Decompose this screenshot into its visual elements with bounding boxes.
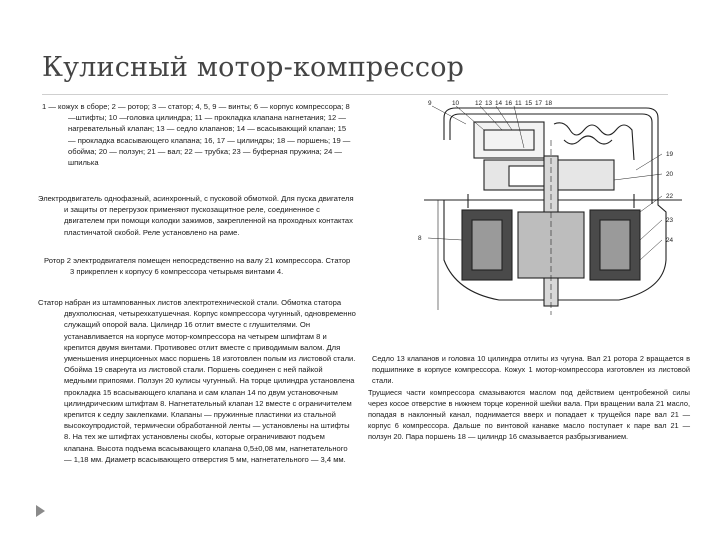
- slide-bullet-icon: [36, 505, 45, 517]
- lubrication-paragraph: Трущиеся части компрессора смазываются маслом под действием центробежной силы через косое отверстие в нижнем торце коренной шейки вала. При вращении вала 21 масло, попадая в наклонный канал, поднимается вверх и попадает к трущейся паре вал 21 — корпус 6 компрессора. Дальше по винтовой канавке масло поступает к паре вал 21 — ползун 20. Пара поршень 18 — цилиндр 16 смазывается разбрызгиванием.: [368, 387, 690, 442]
- callout-top-5: 16: [505, 100, 513, 107]
- title-divider: [42, 94, 668, 95]
- callout-top-9: 18: [545, 100, 553, 107]
- callout-right-1: 20: [666, 171, 674, 178]
- callout-top-6: 11: [515, 100, 522, 107]
- right-text-block: [368, 353, 690, 443]
- rotor-paragraph: Ротор 2 электродвигателя помещен непосредственно на валу 21 компрессора. Статор 3 прикреплен к корпусу 6 компрессора четырьмя винтами 4.: [44, 256, 351, 277]
- callout-top-2: 12: [475, 100, 483, 107]
- callout-right-3: 23: [666, 217, 674, 224]
- callout-left-0: 8: [418, 235, 422, 242]
- callout-top-3: 13: [485, 100, 493, 107]
- legend-paragraph: 1 — кожух в сборе; 2 — ротор; 3 — статор; 4, 5, 9 — винты; 6 — корпус компрессора; 8 —штифты; 10 —головка цилиндра; 11 — прокладка клапана нагнетания; 12 — нагревательный клапан; 13 — седло клапанов; 14 — всасывающий клапан; 15 — прокладка всасывающего клапана; 16, 17 — цилиндры; 18 — поршень; 19 — обойма; 20 — ползун; 21 — вал; 22 — трубка; 23 — буферная пружина; 24 — шпилька: [42, 102, 351, 168]
- page-title: Кулисный мотор-компрессор: [42, 52, 465, 83]
- compressor-diagram: [414, 100, 694, 320]
- callout-top-1: 10: [452, 100, 460, 107]
- callout-top-0: 9: [428, 100, 432, 107]
- callout-right-2: 22: [666, 193, 674, 200]
- stator-paragraph: Статор набран из штампованных листов электротехнической стали. Обмотка статора двухполюсная, четырехкатушечная. Корпус компрессора чугунный, одновременно служащий опорой вала. Цилиндр 16 отлит вместе с глушителями. Он устанавливается на корпусе мотор-компрессора на четырем шпифтам 8 и крепится двумя винтами. Противовес отлит вместе с приводимым валом. Для уменьшения инерционных масс поршень 18 изготовлен полым из листовой стали. Обойма 19 сварнута из листовой стали. Поршень соединен с ней пайкой медными припоями. Ползун 20 кулисы чугунный. На торце цилиндра установлена прокладка 15 всасывающего клапана и сам клапан 14 по двум установочным цилиндрическим штифтам 8. Нагнетательный клапан 12 вместе с ограничителем крепится к седлу заклепками. Клапаны — пружинные пластинки из стальной высокоупродистой, термически обработанной ленты — установлены на штифты 8. На тех же штифтах установлены скобы, которые ограничивают подъем клапана. Высота подъема всасывающего клапана 0,5±0,08 мм, нагнетательного — 1,18 мм. Диаметр всасывающего отверстия 5 мм, нагнетательного — 3,4 мм.: [38, 298, 356, 464]
- valve-seat-paragraph: Седло 13 клапанов и головка 10 цилиндра отлиты из чугуна. Вал 21 ротора 2 вращается в подшипнике в корпусе компрессора. Кожух 1 мотор-компрессора изготовлен из листовой стали.: [372, 354, 690, 386]
- callout-right-0: 19: [666, 151, 674, 158]
- callout-top-8: 17: [535, 100, 543, 107]
- callout-top-7: 15: [525, 100, 533, 107]
- motor-paragraph: Электродвигатель однофазный, асинхронный, с пусковой обмоткой. Для пуска двигателя и защиты от перегрузок применяют пускозащитное реле, соединенное с двигателем при помощи колодки зажимов, закрепленной на проходных контактах пластинчатой скобой. Реле установлено на раме.: [38, 194, 354, 237]
- callout-right-4: 24: [666, 237, 674, 244]
- callout-top-4: 14: [495, 100, 503, 107]
